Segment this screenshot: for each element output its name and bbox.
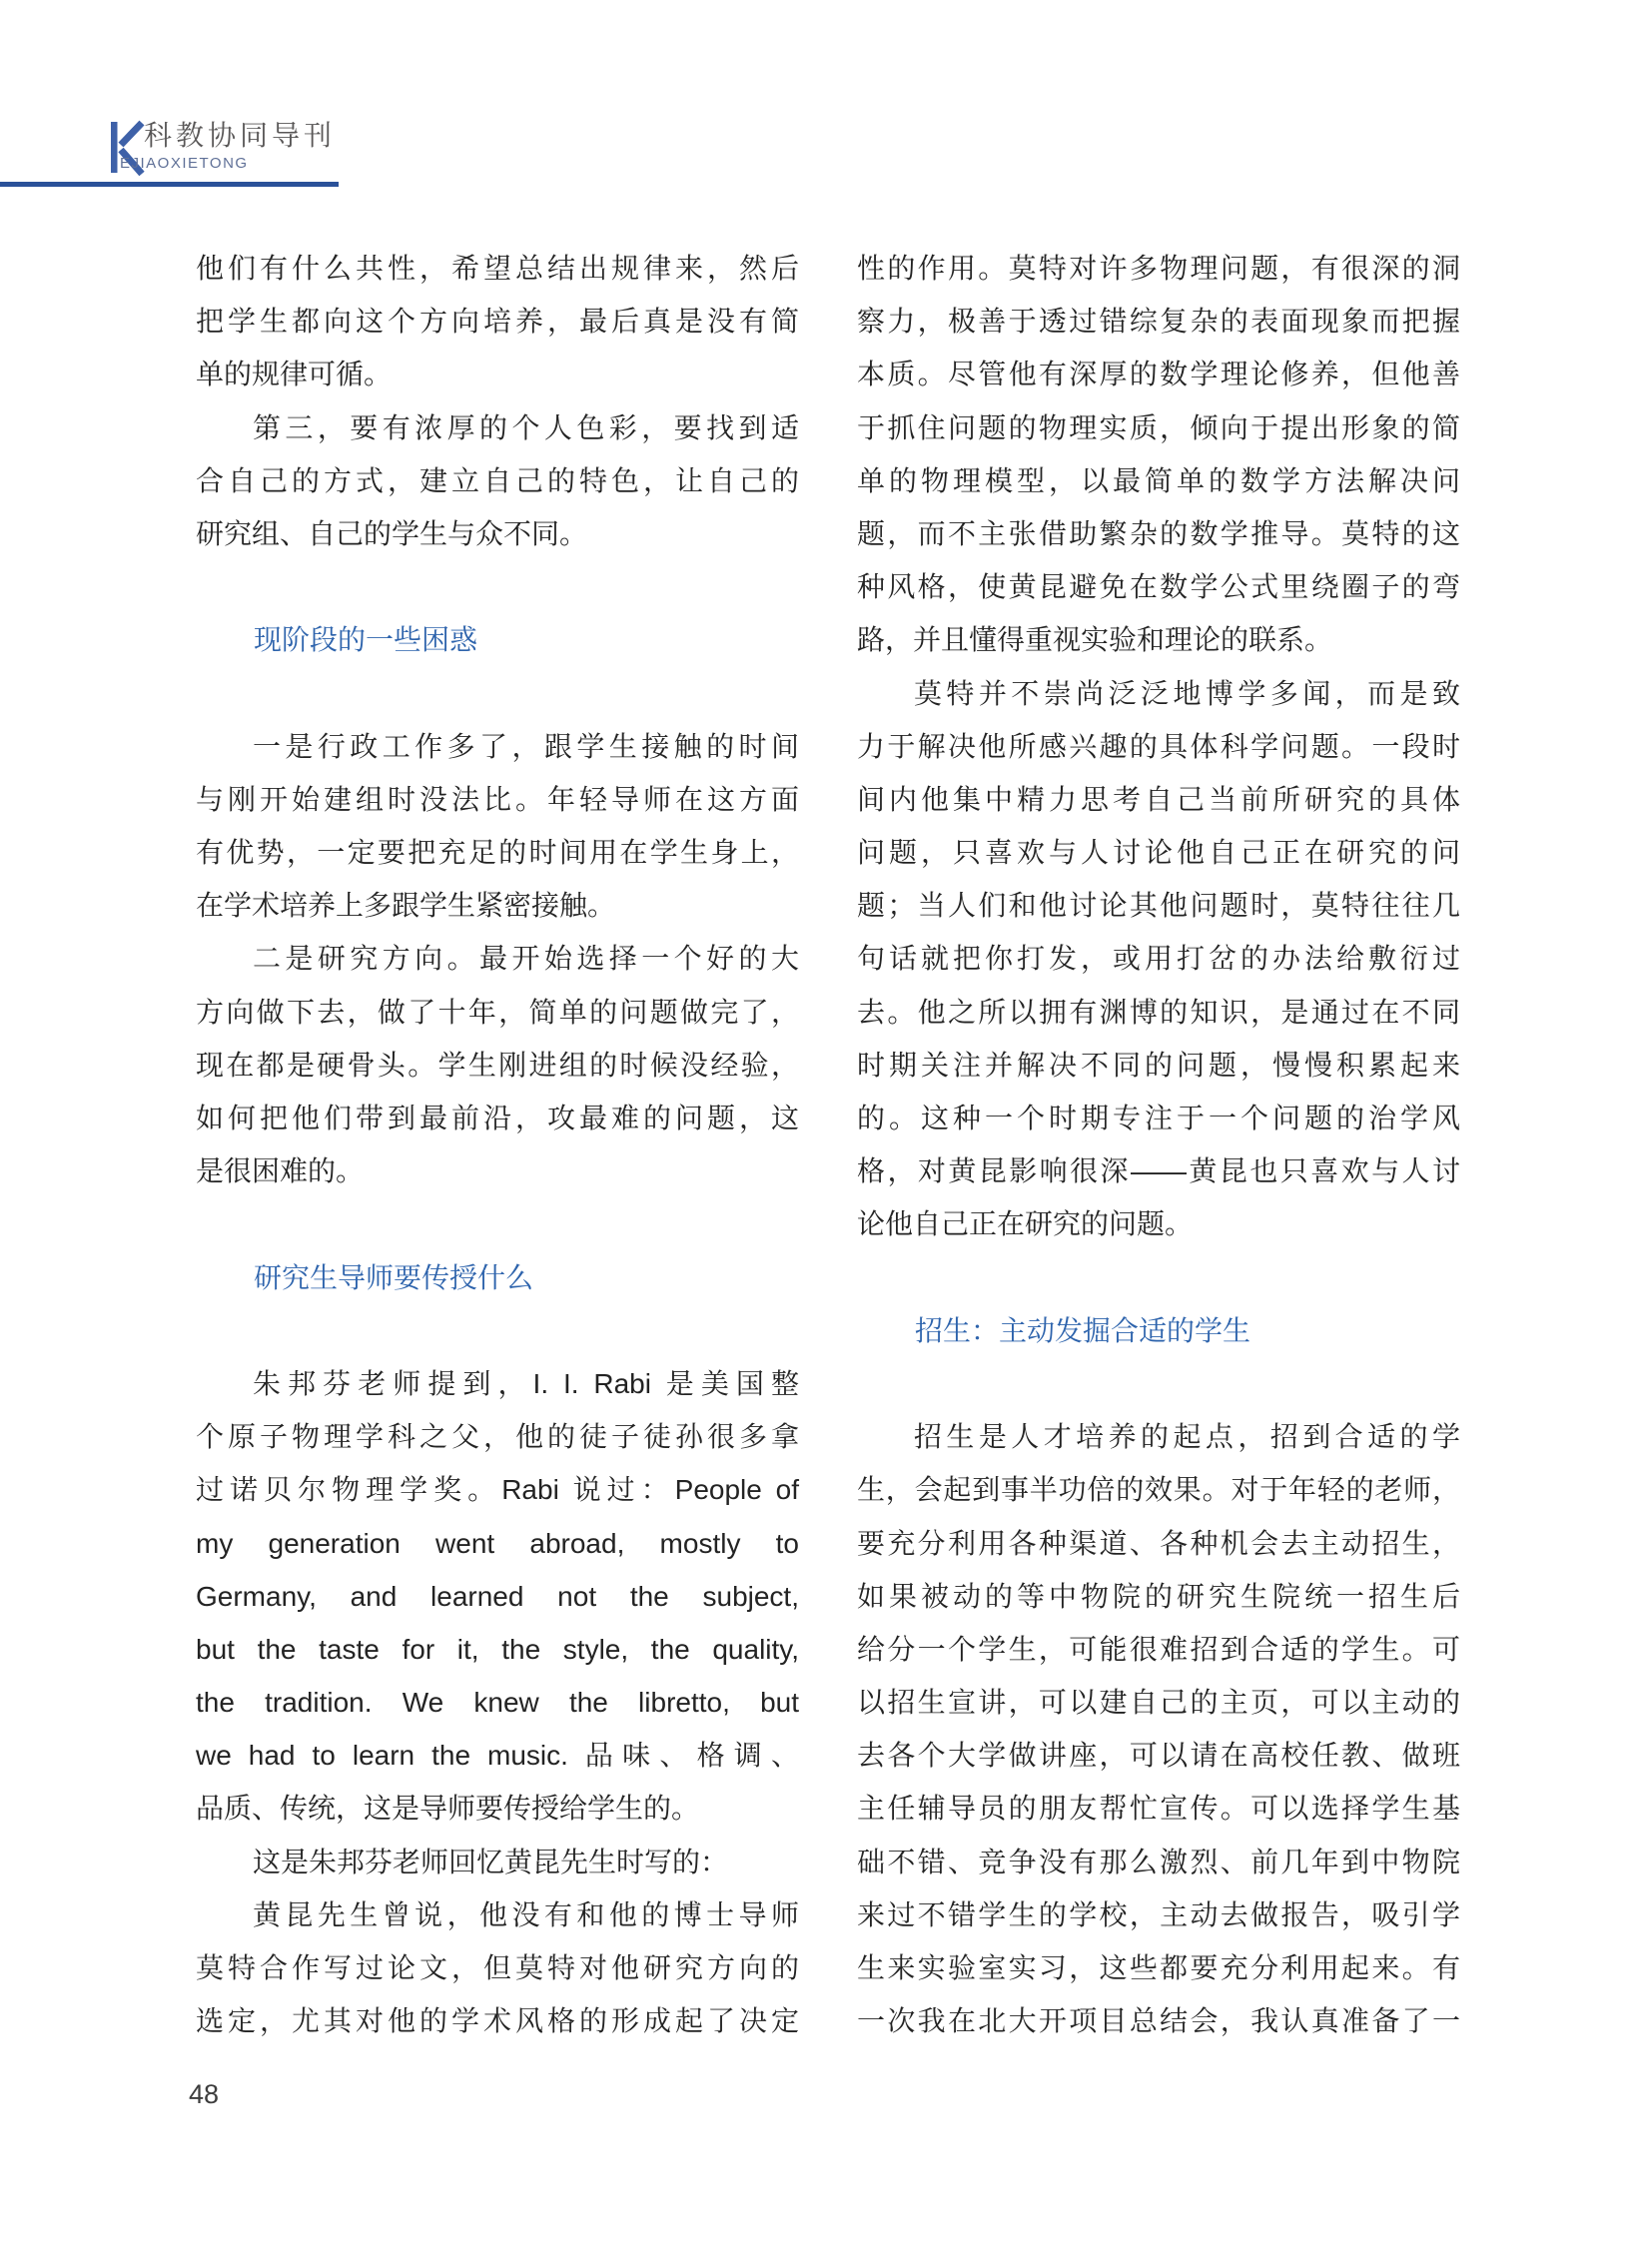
text-line: 有优势，一定要把充足的时间用在学生身上， <box>196 837 799 869</box>
text-line: 路，并且懂得重视实验和理论的联系。 <box>857 624 1333 656</box>
page-number: 48 <box>189 2079 220 2109</box>
text-line: 种风格，使黄昆避免在数学公式里绕圈子的弯 <box>857 571 1460 603</box>
text-line: 研究组、自己的学生与众不同。 <box>196 517 588 549</box>
section-heading: 研究生导师要传授什么 <box>254 1261 534 1293</box>
text-line: 本质。尽管他有深厚的数学理论修养，但他善 <box>857 359 1460 390</box>
text-line: 把学生都向这个方向培养，最后真是没有简 <box>196 306 799 338</box>
text-line: 他们有什么共性，希望总结出规律来，然后 <box>196 253 799 284</box>
text-line: 在学术培养上多跟学生紧密接触。 <box>196 890 616 922</box>
text-line: 时期关注并解决不同的问题，慢慢积累起来 <box>857 1049 1460 1081</box>
text-line: 力于解决他所感兴趣的具体科学问题。一段时 <box>857 730 1460 762</box>
text-line: 间内他集中精力思考自己当前所研究的具体 <box>857 783 1460 815</box>
text-line: 察力，极善于透过错综复杂的表面现象而把握 <box>857 306 1460 338</box>
text-line: my generation went abroad, mostly to <box>196 1527 799 1559</box>
text-line: 单的规律可循。 <box>196 359 393 390</box>
text-line: 论他自己正在研究的问题。 <box>857 1208 1194 1240</box>
text-line: 单的物理模型，以最简单的数学方法解决问 <box>857 464 1460 496</box>
text-line: 第三，要有浓厚的个人色彩，要找到适 <box>253 411 799 443</box>
text-line: 莫特并不崇尚泛泛地博学多闻，而是致 <box>914 677 1460 709</box>
text-line: 去各个大学做讲座，可以请在高校任教、做班 <box>857 1740 1460 1772</box>
text-line: 朱邦芬老师提到，I. I. Rabi 是美国整 <box>253 1367 799 1399</box>
text-line: 二是研究方向。最开始选择一个好的大 <box>253 943 799 975</box>
line-spacer <box>196 1197 799 1250</box>
k-monogram-icon <box>108 119 146 182</box>
text-line: 要充分利用各种渠道、各种机会去主动招生， <box>857 1527 1460 1559</box>
text-line: 句话就把你打发，或用打岔的办法给敷衍过 <box>857 943 1460 975</box>
line-spacer <box>196 560 799 613</box>
text-line: 问题，只喜欢与人讨论他自己正在研究的问 <box>857 837 1460 869</box>
text-line: 础不错、竞争没有那么激烈、前几年到中物院 <box>857 1846 1460 1877</box>
text-line: 的。这种一个时期专注于一个问题的治学风 <box>857 1103 1460 1133</box>
text-line: 选定，尤其对他的学术风格的形成起了决定 <box>196 2005 799 2037</box>
text-line: 如何把他们带到最前沿，攻最难的问题，这 <box>196 1103 799 1133</box>
text-line: 题；当人们和他讨论其他问题时，莫特往往几 <box>857 890 1460 922</box>
text-line: 黄昆先生曾说，他没有和他的博士导师 <box>253 1898 799 1930</box>
journal-title-en: EJIAOXIETONG <box>120 155 249 172</box>
text-line: 莫特合作写过论文，但莫特对他研究方向的 <box>196 1952 799 1983</box>
text-line: 来过不错学生的学校，主动去做报告，吸引学 <box>857 1898 1460 1930</box>
text-line: the tradition. We knew the libretto, but <box>196 1687 799 1719</box>
text-line: 生，会起到事半功倍的效果。对于年轻的老师， <box>857 1474 1460 1506</box>
text-line: 过诺贝尔物理学奖。Rabi 说过：People of <box>196 1474 799 1506</box>
line-spacer <box>857 1251 1460 1304</box>
text-line: 一次我在北大开项目总结会，我认真准备了一 <box>857 2005 1460 2037</box>
text-line: 一是行政工作多了，跟学生接触的时间 <box>253 730 799 762</box>
section-heading: 招生：主动发掘合适的学生 <box>915 1314 1251 1346</box>
text-line: 生来实验室实习，这些都要充分利用起来。有 <box>857 1952 1460 1983</box>
text-line: we had to learn the music. 品味、格调、 <box>196 1740 799 1772</box>
right-column <box>857 242 1460 2047</box>
text-line: Germany, and learned not the subject, <box>196 1580 799 1612</box>
masthead-rule <box>0 182 339 187</box>
text-line: 如果被动的等中物院的研究生院统一招生后 <box>857 1580 1460 1612</box>
text-line: 现在都是硬骨头。学生刚进组的时候没经验， <box>196 1049 799 1081</box>
text-line: 合自己的方式，建立自己的特色，让自己的 <box>196 464 799 496</box>
line-spacer <box>196 667 799 720</box>
text-line: 于抓住问题的物理实质，倾向于提出形象的简 <box>857 411 1460 443</box>
line-spacer <box>857 1357 1460 1410</box>
text-line: 给分一个学生，可能很难招到合适的学生。可 <box>857 1633 1460 1665</box>
text-line: 性的作用。莫特对许多物理问题，有很深的洞 <box>857 253 1460 284</box>
text-line: 个原子物理学科之父，他的徒子徒孙很多拿 <box>196 1421 799 1453</box>
text-line: 招生是人才培养的起点，招到合适的学 <box>914 1421 1460 1453</box>
left-column <box>196 242 799 2047</box>
journal-title-cn: 科教协同导刊 <box>144 120 337 151</box>
text-line: 方向做下去，做了十年，简单的问题做完了， <box>196 996 799 1028</box>
text-line: 去。他之所以拥有渊博的知识，是通过在不同 <box>857 996 1460 1028</box>
text-line: 主任辅导员的朋友帮忙宣传。可以选择学生基 <box>857 1793 1460 1825</box>
section-heading: 现阶段的一些困惑 <box>254 624 478 656</box>
text-line: but the taste for it, the style, the quality, <box>196 1633 799 1665</box>
text-line: 题，而不主张借助繁杂的数学推导。莫特的这 <box>857 517 1460 549</box>
text-line: 格，对黄昆影响很深——黄昆也只喜欢与人讨 <box>857 1155 1460 1187</box>
text-line: 与刚开始建组时没法比。年轻导师在这方面 <box>196 783 799 815</box>
text-line: 品质、传统，这是导师要传授给学生的。 <box>196 1793 700 1825</box>
line-spacer <box>196 1304 799 1357</box>
text-line: 是很困难的。 <box>196 1155 365 1187</box>
text-line: 以招生宣讲，可以建自己的主页，可以主动的 <box>857 1687 1460 1719</box>
text-line: 这是朱邦芬老师回忆黄昆先生时写的： <box>253 1846 729 1877</box>
